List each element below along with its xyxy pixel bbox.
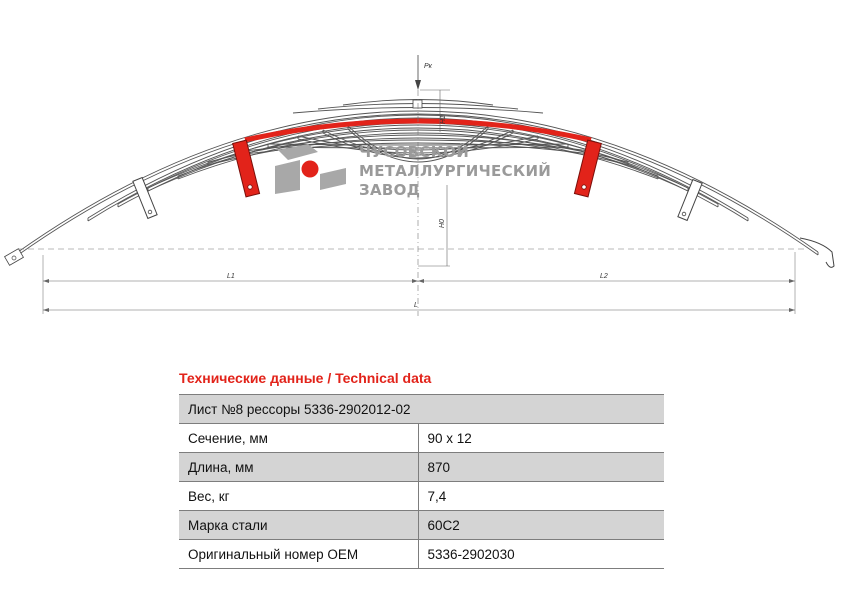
table-row [179,511,664,540]
row-value: 90 x 12 [418,424,664,453]
company-logo [275,142,551,199]
force-arrow [415,55,421,90]
dim-h1-label: H1 [440,115,447,124]
technical-data-table [179,394,664,569]
logo-line-1: ЧУСОВСКОЙ [359,143,470,161]
dim-l1-l2 [43,252,795,314]
left-clamp [233,140,260,197]
right-hook [800,238,834,267]
row-label: Вес, кг [179,482,418,511]
table-row [179,540,664,569]
table-title: Технические данные / Technical data [179,370,432,386]
right-outer-clamp [678,180,702,221]
logo-line-3: ЗАВОД [359,181,421,199]
table-header-cell: Лист №8 рессоры 5336-2902012-02 [179,395,664,424]
logo-mark-icon [275,144,346,194]
row-label: Марка стали [179,511,418,540]
table-row [179,453,664,482]
dim-l1-label: L1 [227,273,235,280]
row-value: 7,4 [418,482,664,511]
row-label: Длина, мм [179,453,418,482]
row-label: Сечение, мм [179,424,418,453]
table-row [179,482,664,511]
row-value: 870 [418,453,664,482]
dim-l-label: L [414,302,418,309]
logo-line-2: МЕТАЛЛУРГИЧЕСКИЙ [359,162,552,180]
dim-l2-label: L2 [600,273,608,280]
table-header-row [179,395,664,424]
force-label: Pк [424,63,432,70]
row-value: 5336-2902030 [418,540,664,569]
centre-bolt [413,100,422,108]
left-eye [5,249,24,266]
row-label: Оригинальный номер OEM [179,540,418,569]
dim-h0-label: H0 [439,219,446,228]
row-value: 60С2 [418,511,664,540]
table-row [179,424,664,453]
right-clamp [574,140,601,197]
